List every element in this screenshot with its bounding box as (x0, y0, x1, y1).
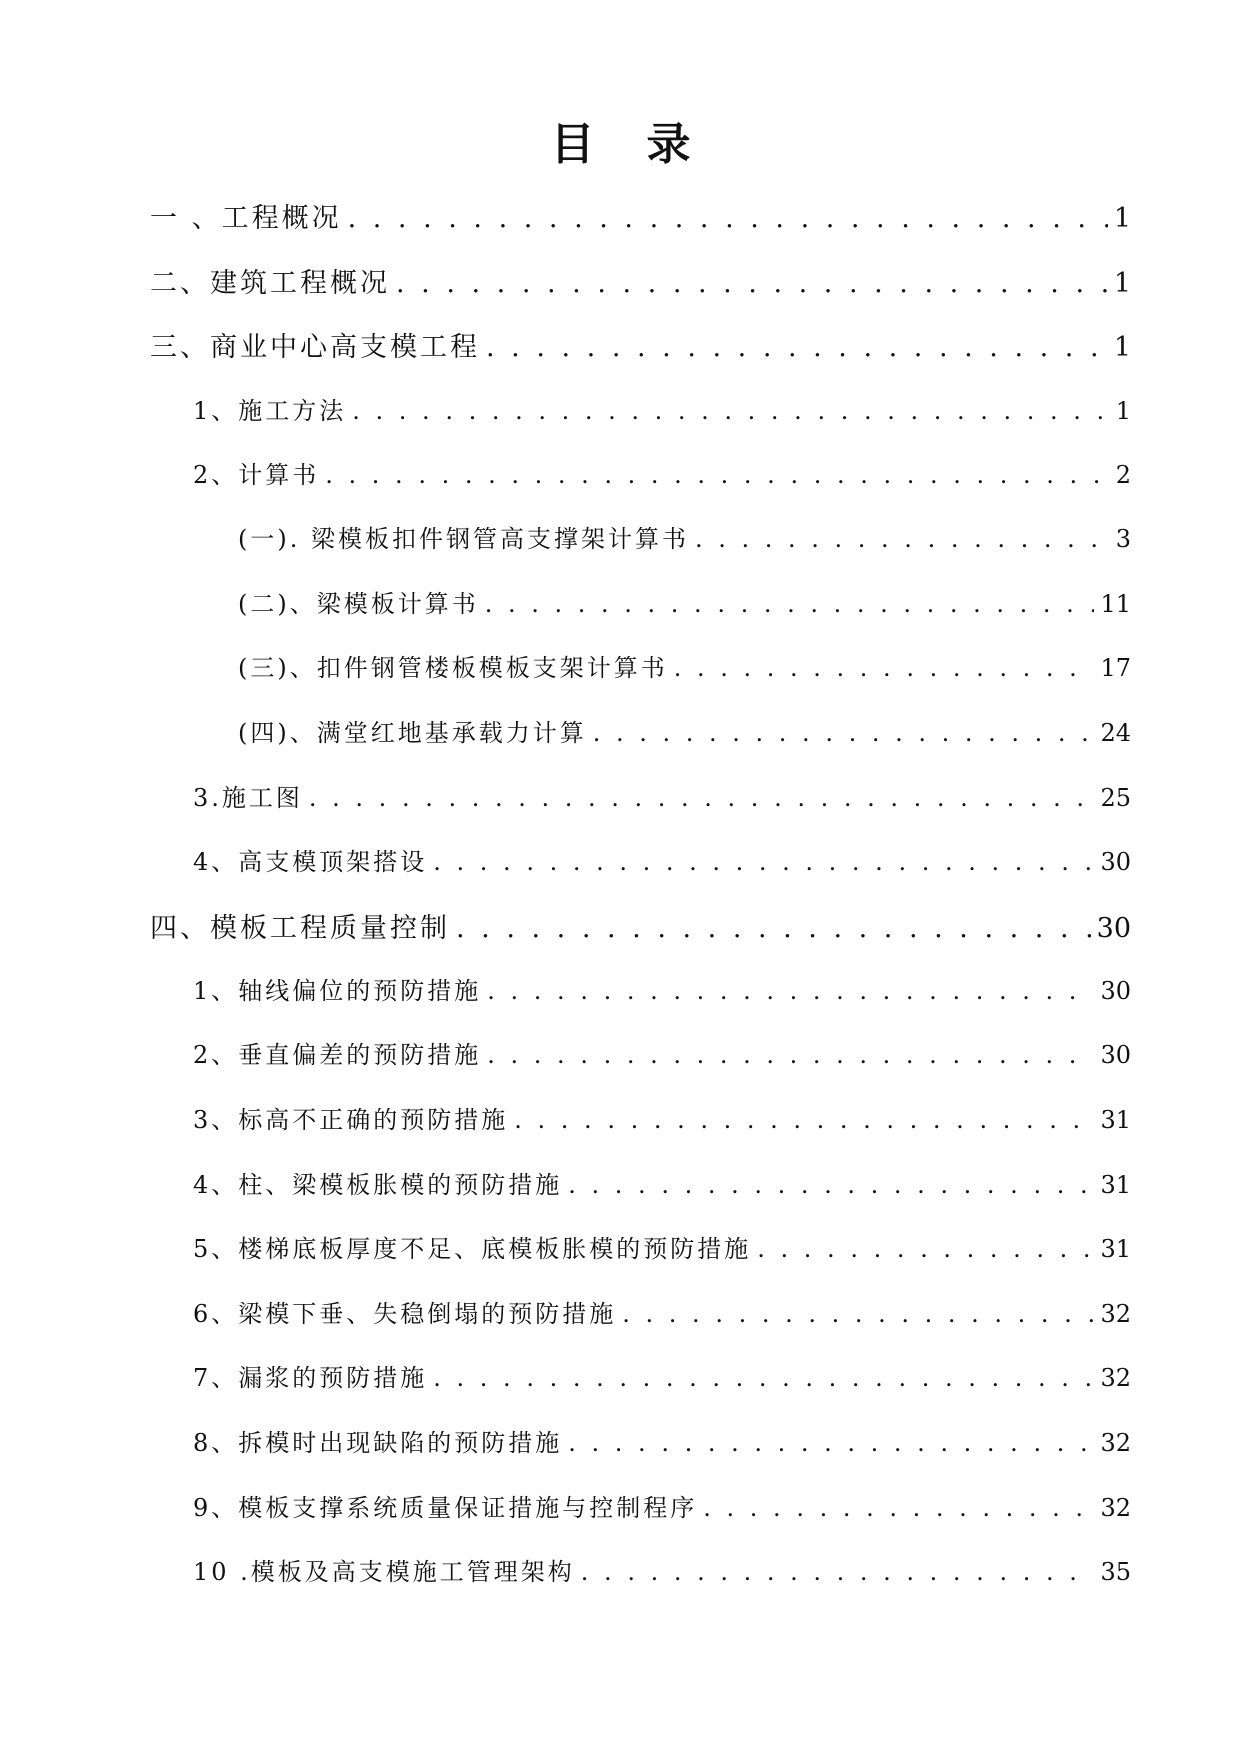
toc-leader-dots (433, 1364, 1094, 1392)
toc-entry-label: 2、计算书 (193, 461, 320, 489)
toc-leader-dots (456, 913, 1091, 944)
toc-entry[interactable] (193, 842, 1131, 877)
toc-leader-dots (674, 654, 1095, 682)
toc-entry-label: (二)、梁模板计算书 (238, 590, 479, 618)
toc-leader-dots (622, 1300, 1094, 1328)
toc-leader-dots (433, 848, 1094, 876)
toc-entry-label: (三)、扣件钢管楼板模板支架计算书 (238, 654, 668, 682)
toc-leader-dots (396, 268, 1108, 299)
toc-entry-label: 1、轴线偏位的预防措施 (193, 977, 482, 1005)
toc-entry-label: 9、模板支撑系统质量保证措施与控制程序 (193, 1494, 698, 1522)
toc-page-number: 1 (1115, 397, 1131, 425)
toc-page-number: 30 (1100, 848, 1131, 876)
toc-page-number: 30 (1100, 977, 1131, 1005)
toc-entry[interactable] (238, 713, 1131, 748)
toc-page-number: 32 (1100, 1429, 1131, 1457)
toc-entry-label: 4、高支模顶架搭设 (193, 848, 428, 876)
toc-entry[interactable] (193, 391, 1131, 426)
toc-entry[interactable] (193, 1035, 1131, 1070)
toc-entry[interactable] (193, 1358, 1131, 1393)
toc-leader-dots (487, 977, 1094, 1005)
toc-leader-dots (487, 1041, 1094, 1069)
toc-entry-label: 1、施工方法 (193, 397, 347, 425)
toc-entry-label: 一 、工程概况 (150, 203, 342, 234)
toc-entry-label: 5、楼梯底板厚度不足、底模板胀模的预防措施 (193, 1235, 752, 1263)
toc-leader-dots (514, 1106, 1094, 1134)
toc-page-number: 35 (1100, 1558, 1131, 1586)
toc-entry-label: 8、拆模时出现缺陷的预防措施 (193, 1429, 563, 1457)
toc-entry-label: 四、模板工程质量控制 (150, 913, 450, 944)
toc-page-number: 32 (1100, 1364, 1131, 1392)
toc-entry-label: 二、建筑工程概况 (150, 268, 390, 299)
toc-leader-dots (486, 332, 1108, 363)
toc-entry[interactable] (150, 325, 1131, 364)
toc-page-number: 1 (1113, 332, 1131, 363)
toc-entry[interactable] (193, 1294, 1131, 1329)
toc-entry[interactable] (193, 1552, 1131, 1587)
toc-entry[interactable] (193, 1229, 1131, 1264)
toc-page-number: 24 (1100, 719, 1131, 747)
toc-entry[interactable] (193, 1488, 1131, 1523)
toc-entry-label: 4、柱、梁模板胀模的预防措施 (193, 1171, 563, 1199)
toc-entry[interactable] (238, 584, 1131, 619)
toc-entry-label: 6、梁模下垂、失稳倒塌的预防措施 (193, 1300, 617, 1328)
toc-entry-label: 2、垂直偏差的预防措施 (193, 1041, 482, 1069)
toc-entry-label: (一). 梁模板扣件钢管高支撑架计算书 (238, 525, 689, 553)
toc-leader-dots (581, 1558, 1095, 1586)
toc-leader-dots (703, 1494, 1094, 1522)
toc-leader-dots (695, 525, 1110, 553)
toc-leader-dots (325, 461, 1109, 489)
toc-entry[interactable] (193, 1165, 1131, 1200)
toc-page-number: 31 (1100, 1235, 1131, 1263)
toc-entry-label: 7、漏浆的预防措施 (193, 1364, 428, 1392)
toc-entry[interactable] (193, 455, 1131, 490)
toc-page-number: 31 (1100, 1106, 1131, 1134)
toc-leader-dots (485, 590, 1095, 618)
toc-page-number: 30 (1100, 1041, 1131, 1069)
toc-page-number: 25 (1100, 784, 1131, 812)
toc-leader-dots (593, 719, 1095, 747)
toc-page-number: 17 (1100, 654, 1131, 682)
toc-entry[interactable] (150, 196, 1131, 235)
toc-leader-dots (348, 203, 1108, 234)
toc-entry[interactable] (150, 906, 1131, 945)
toc-page-number: 32 (1100, 1300, 1131, 1328)
toc-entry-label: 10 .模板及高支模施工管理架构 (193, 1558, 575, 1586)
toc-entry-label: 3.施工图 (193, 784, 303, 812)
toc-entry[interactable] (193, 1100, 1131, 1135)
toc-entry-label: 三、商业中心高支模工程 (150, 332, 480, 363)
toc-page-number: 2 (1115, 461, 1131, 489)
toc-leader-dots (568, 1429, 1094, 1457)
toc-page-number: 31 (1100, 1171, 1131, 1199)
page-title: 目录 (550, 119, 743, 170)
toc-entry[interactable] (193, 1423, 1131, 1458)
toc-entry[interactable] (238, 519, 1131, 554)
toc-leader-dots (757, 1235, 1094, 1263)
toc-leader-dots (352, 397, 1109, 425)
toc-page-number: 1 (1113, 268, 1131, 299)
toc-leader-dots (309, 784, 1095, 812)
toc-leader-dots (568, 1171, 1094, 1199)
toc-entry[interactable] (150, 261, 1131, 300)
toc-page-number: 30 (1096, 913, 1131, 944)
toc-page-number: 32 (1100, 1494, 1131, 1522)
toc-page-number: 3 (1115, 525, 1131, 553)
toc-entry[interactable] (238, 648, 1131, 683)
toc-entry[interactable] (193, 971, 1131, 1006)
toc-entry-label: 3、标高不正确的预防措施 (193, 1106, 509, 1134)
toc-page-number: 1 (1113, 203, 1131, 234)
toc-page-number: 11 (1100, 590, 1131, 618)
toc-entry-label: (四)、满堂红地基承载力计算 (238, 719, 587, 747)
toc-entry[interactable] (193, 778, 1131, 813)
